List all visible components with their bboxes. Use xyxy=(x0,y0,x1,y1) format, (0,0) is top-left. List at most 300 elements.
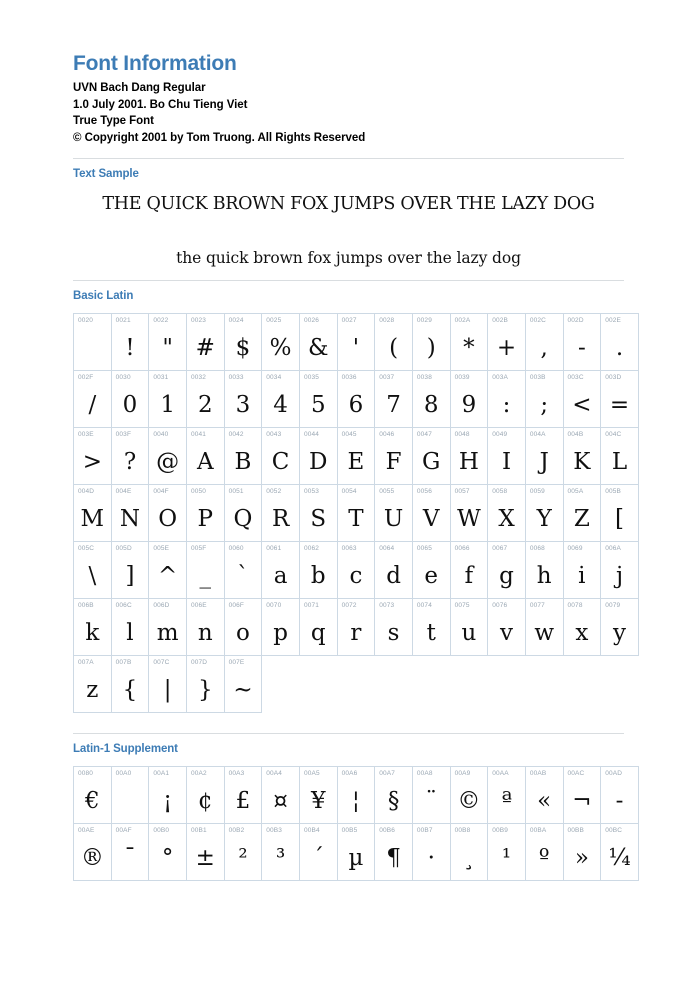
codepoint-label: 0035 xyxy=(303,374,319,382)
divider-header xyxy=(73,158,624,159)
charmap-cell-inner xyxy=(451,485,488,541)
charmap-cell[interactable] xyxy=(488,599,526,656)
charmap-cell-empty xyxy=(563,656,601,713)
charmap-cell[interactable] xyxy=(450,542,488,599)
glyph-preview: j xyxy=(615,562,624,589)
charmap-cell[interactable] xyxy=(525,824,563,881)
charmap-cell-inner xyxy=(300,824,337,880)
codepoint-label: 0076 xyxy=(492,602,508,610)
charmap-cell-inner xyxy=(375,767,412,823)
section-heading-latin-1-supplement: Latin-1 Supplement xyxy=(73,743,178,756)
charmap-cell[interactable] xyxy=(262,371,300,428)
charmap-cell[interactable] xyxy=(299,824,337,881)
charmap-cell-inner xyxy=(149,824,186,880)
codepoint-label: 0025 xyxy=(266,317,282,325)
charmap-cell[interactable] xyxy=(111,824,149,881)
charmap-cell[interactable] xyxy=(337,485,375,542)
charmap-cell[interactable] xyxy=(224,542,262,599)
sample-lowercase: the quick brown fox jumps over the lazy dog xyxy=(176,249,521,268)
charmap-cell[interactable] xyxy=(262,314,300,371)
charmap-cell[interactable] xyxy=(186,767,224,824)
charmap-cell[interactable] xyxy=(450,371,488,428)
charmap-cell-inner xyxy=(338,542,375,598)
glyph-preview: N xyxy=(119,505,141,532)
charmap-cell[interactable] xyxy=(224,485,262,542)
charmap-cell[interactable] xyxy=(111,767,149,824)
charmap-cell[interactable] xyxy=(375,371,413,428)
charmap-cell[interactable] xyxy=(412,824,450,881)
charmap-cell[interactable] xyxy=(601,767,639,824)
charmap-cell[interactable] xyxy=(488,824,526,881)
glyph-preview: ª xyxy=(501,787,513,814)
charmap-cell[interactable] xyxy=(262,542,300,599)
codepoint-label: 00AD xyxy=(605,770,623,778)
codepoint-label: 0059 xyxy=(529,488,545,496)
charmap-cell[interactable] xyxy=(375,542,413,599)
codepoint-label: 005F xyxy=(190,545,207,553)
charmap-cell[interactable] xyxy=(375,767,413,824)
charmap-cell-inner xyxy=(601,428,638,484)
charmap-cell-inner xyxy=(74,656,111,712)
glyph-preview: z xyxy=(86,676,99,703)
charmap-cell-empty xyxy=(488,656,526,713)
charmap-cell-inner xyxy=(225,314,262,370)
charmap-cell[interactable] xyxy=(74,542,112,599)
glyph-preview: 2 xyxy=(197,391,213,418)
codepoint-label: 0028 xyxy=(379,317,395,325)
charmap-cell[interactable] xyxy=(149,656,187,713)
charmap-cell-inner xyxy=(375,314,412,370)
charmap-cell-inner xyxy=(526,542,563,598)
glyph-preview: , xyxy=(540,334,548,361)
charmap-cell[interactable] xyxy=(111,371,149,428)
charmap-cell[interactable] xyxy=(375,314,413,371)
glyph-preview: I xyxy=(502,448,512,475)
charmap-cell[interactable] xyxy=(299,485,337,542)
codepoint-label: 007E xyxy=(228,659,245,667)
charmap-cell[interactable] xyxy=(375,428,413,485)
glyph-preview: * xyxy=(463,334,475,361)
charmap-cell[interactable] xyxy=(149,371,187,428)
charmap-cell[interactable] xyxy=(186,428,224,485)
charmap-row xyxy=(74,371,639,428)
charmap-cell[interactable] xyxy=(450,314,488,371)
charmap-cell-inner xyxy=(526,767,563,823)
charmap-cell[interactable] xyxy=(186,599,224,656)
charmap-cell-inner xyxy=(413,485,450,541)
section-heading-basic-latin: Basic Latin xyxy=(73,290,134,303)
section-text-sample xyxy=(73,168,624,280)
charmap-cell-inner xyxy=(488,314,525,370)
glyph-preview: [ xyxy=(615,505,624,532)
charmap-cell[interactable] xyxy=(450,599,488,656)
charmap-cell[interactable] xyxy=(74,767,112,824)
charmap-cell[interactable] xyxy=(563,767,601,824)
charmap-cell[interactable] xyxy=(601,485,639,542)
charmap-cell-inner xyxy=(262,371,299,427)
charmap-cell[interactable] xyxy=(375,485,413,542)
glyph-preview: H xyxy=(458,448,479,475)
charmap-cell[interactable] xyxy=(262,485,300,542)
charmap-cell[interactable] xyxy=(488,314,526,371)
charmap-cell[interactable] xyxy=(149,542,187,599)
charmap-cell[interactable] xyxy=(111,428,149,485)
charmap-cell[interactable] xyxy=(450,485,488,542)
codepoint-label: 00A0 xyxy=(115,770,132,778)
charmap-cell[interactable] xyxy=(224,767,262,824)
glyph-preview: ² xyxy=(238,844,248,871)
codepoint-label: 003F xyxy=(115,431,132,439)
codepoint-label: 0047 xyxy=(416,431,432,439)
charmap-cell[interactable] xyxy=(224,371,262,428)
charmap-cell[interactable] xyxy=(149,599,187,656)
charmap-cell[interactable] xyxy=(375,599,413,656)
charmap-cell[interactable] xyxy=(111,485,149,542)
charmap-cell-inner xyxy=(300,542,337,598)
codepoint-label: 00AF xyxy=(115,827,132,835)
codepoint-label: 00AE xyxy=(78,827,95,835)
glyph-preview: ¶ xyxy=(386,844,401,871)
charmap-cell-inner xyxy=(413,767,450,823)
glyph-preview: ¯ xyxy=(124,844,136,871)
codepoint-label: 0079 xyxy=(605,602,621,610)
codepoint-label: 002D xyxy=(567,317,584,325)
charmap-cell-inner xyxy=(451,371,488,427)
glyph-preview: . xyxy=(615,334,624,361)
charmap-cell[interactable] xyxy=(450,824,488,881)
glyph-preview: @ xyxy=(156,448,180,475)
codepoint-label: 0044 xyxy=(303,431,319,439)
charmap-cell[interactable] xyxy=(149,824,187,881)
charmap-cell[interactable] xyxy=(601,314,639,371)
charmap-cell-inner xyxy=(564,428,601,484)
codepoint-label: 0049 xyxy=(492,431,508,439)
charmap-cell[interactable] xyxy=(74,314,112,371)
charmap-cell[interactable] xyxy=(337,371,375,428)
charmap-cell[interactable] xyxy=(74,599,112,656)
charmap-cell[interactable] xyxy=(262,599,300,656)
charmap-cell[interactable] xyxy=(412,767,450,824)
charmap-cell[interactable] xyxy=(74,485,112,542)
codepoint-label: 0073 xyxy=(379,602,395,610)
charmap-cell[interactable] xyxy=(563,428,601,485)
codepoint-label: 00AA xyxy=(492,770,509,778)
glyph-preview: 3 xyxy=(235,391,251,418)
codepoint-label: 0030 xyxy=(115,374,131,382)
codepoint-label: 0067 xyxy=(492,545,508,553)
charmap-basic-latin xyxy=(73,313,639,713)
charmap-cell[interactable] xyxy=(450,428,488,485)
charmap-cell-inner xyxy=(187,599,224,655)
charmap-cell-inner xyxy=(112,542,149,598)
charmap-cell[interactable] xyxy=(299,371,337,428)
codepoint-label: 0080 xyxy=(78,770,94,778)
glyph-preview: ; xyxy=(540,391,549,418)
codepoint-label: 0071 xyxy=(303,602,319,610)
charmap-cell[interactable] xyxy=(412,542,450,599)
charmap-cell[interactable] xyxy=(563,599,601,656)
codepoint-label: 0055 xyxy=(379,488,395,496)
charmap-cell[interactable] xyxy=(337,599,375,656)
charmap-cell[interactable] xyxy=(224,314,262,371)
charmap-cell[interactable] xyxy=(375,824,413,881)
codepoint-label: 006C xyxy=(115,602,132,610)
charmap-cell-inner xyxy=(488,371,525,427)
glyph-preview: V xyxy=(422,505,440,532)
charmap-cell[interactable] xyxy=(525,599,563,656)
charmap-cell[interactable] xyxy=(412,314,450,371)
charmap-basic-latin-body xyxy=(74,314,639,713)
charmap-cell[interactable] xyxy=(488,485,526,542)
charmap-cell-inner xyxy=(526,428,563,484)
glyph-preview: { xyxy=(122,676,138,703)
glyph-preview: 5 xyxy=(310,391,326,418)
charmap-cell-inner xyxy=(262,599,299,655)
codepoint-label: 004A xyxy=(529,431,546,439)
glyph-preview: ) xyxy=(426,334,436,361)
charmap-cell[interactable] xyxy=(186,371,224,428)
charmap-cell-inner xyxy=(187,656,224,712)
charmap-cell[interactable] xyxy=(563,485,601,542)
charmap-cell[interactable] xyxy=(186,656,224,713)
codepoint-label: 0066 xyxy=(454,545,470,553)
charmap-cell-inner xyxy=(451,599,488,655)
charmap-cell[interactable] xyxy=(111,542,149,599)
codepoint-label: 0041 xyxy=(190,431,207,439)
charmap-cell[interactable] xyxy=(299,767,337,824)
charmap-cell[interactable] xyxy=(149,485,187,542)
charmap-cell[interactable] xyxy=(412,599,450,656)
glyph-preview: t xyxy=(426,619,436,646)
glyph-preview: _ xyxy=(199,562,212,589)
charmap-cell-inner xyxy=(526,485,563,541)
charmap-cell[interactable] xyxy=(224,428,262,485)
charmap-cell[interactable] xyxy=(299,314,337,371)
glyph-preview: x xyxy=(575,619,589,646)
charmap-cell-inner xyxy=(564,314,601,370)
codepoint-label: 0077 xyxy=(529,602,545,610)
charmap-cell-inner xyxy=(187,767,224,823)
charmap-cell[interactable] xyxy=(601,542,639,599)
charmap-cell-inner xyxy=(74,542,111,598)
charmap-cell[interactable] xyxy=(525,314,563,371)
page-title: Font Information xyxy=(73,52,237,75)
codepoint-label: 0029 xyxy=(416,317,432,325)
glyph-preview: µ xyxy=(348,844,364,871)
charmap-cell[interactable] xyxy=(186,314,224,371)
charmap-cell[interactable] xyxy=(224,824,262,881)
charmap-cell[interactable] xyxy=(74,824,112,881)
charmap-cell[interactable] xyxy=(74,371,112,428)
codepoint-label: 0037 xyxy=(379,374,395,382)
charmap-cell[interactable] xyxy=(525,371,563,428)
glyph-preview: 8 xyxy=(423,391,439,418)
codepoint-label: 004F xyxy=(153,488,169,496)
glyph-preview: / xyxy=(88,391,97,418)
charmap-cell[interactable] xyxy=(74,428,112,485)
charmap-cell[interactable] xyxy=(563,824,601,881)
glyph-preview: p xyxy=(273,619,288,646)
charmap-cell-inner xyxy=(262,428,299,484)
codepoint-label: 00B5 xyxy=(341,827,358,835)
charmap-cell[interactable] xyxy=(149,314,187,371)
charmap-cell[interactable] xyxy=(337,542,375,599)
charmap-cell-inner xyxy=(300,428,337,484)
charmap-cell-inner xyxy=(112,371,149,427)
charmap-cell[interactable] xyxy=(601,428,639,485)
glyph-preview: M xyxy=(80,505,105,532)
charmap-row xyxy=(74,428,639,485)
charmap-cell-inner xyxy=(187,824,224,880)
charmap-cell-inner xyxy=(338,314,375,370)
glyph-preview: r xyxy=(350,619,362,646)
charmap-cell[interactable] xyxy=(525,542,563,599)
codepoint-label: 0045 xyxy=(341,431,357,439)
codepoint-label: 0064 xyxy=(379,545,395,553)
charmap-cell[interactable] xyxy=(262,824,300,881)
charmap-cell[interactable] xyxy=(186,824,224,881)
charmap-cell-inner xyxy=(187,371,224,427)
charmap-cell-inner xyxy=(74,428,111,484)
glyph-preview: ³ xyxy=(275,844,286,871)
charmap-cell-inner xyxy=(262,824,299,880)
glyph-preview xyxy=(74,328,111,368)
charmap-cell[interactable] xyxy=(186,485,224,542)
charmap-cell[interactable] xyxy=(450,767,488,824)
codepoint-label: 0070 xyxy=(266,602,282,610)
charmap-cell-empty xyxy=(299,656,337,713)
charmap-cell-inner xyxy=(413,542,450,598)
charmap-cell-inner xyxy=(225,599,262,655)
codepoint-label: 0054 xyxy=(341,488,357,496)
charmap-cell-inner xyxy=(488,824,525,880)
charmap-cell[interactable] xyxy=(601,599,639,656)
glyph-preview: ® xyxy=(80,844,104,871)
charmap-cell-inner xyxy=(112,767,149,823)
glyph-preview: ´ xyxy=(312,844,325,871)
charmap-cell[interactable] xyxy=(299,599,337,656)
codepoint-label: 0032 xyxy=(190,374,207,382)
charmap-cell[interactable] xyxy=(74,656,112,713)
charmap-cell[interactable] xyxy=(601,371,639,428)
section-latin-1-supplement xyxy=(73,743,631,881)
charmap-cell[interactable] xyxy=(224,656,262,713)
charmap-row xyxy=(74,599,639,656)
charmap-cell[interactable] xyxy=(563,314,601,371)
glyph-preview: 1 xyxy=(160,391,175,418)
charmap-row xyxy=(74,542,639,599)
charmap-cell[interactable] xyxy=(525,428,563,485)
codepoint-label: 0057 xyxy=(454,488,470,496)
charmap-cell[interactable] xyxy=(262,767,300,824)
glyph-preview: X xyxy=(498,505,515,532)
charmap-cell[interactable] xyxy=(299,542,337,599)
charmap-cell-inner xyxy=(564,767,601,823)
charmap-row xyxy=(74,767,639,824)
charmap-cell-inner xyxy=(149,428,186,484)
codepoint-label: 00A8 xyxy=(416,770,433,778)
glyph-preview: 4 xyxy=(273,391,288,418)
charmap-cell[interactable] xyxy=(488,542,526,599)
charmap-cell[interactable] xyxy=(412,485,450,542)
font-type-line: True Type Font xyxy=(73,115,154,128)
divider-basic-latin xyxy=(73,733,624,734)
charmap-cell[interactable] xyxy=(337,767,375,824)
charmap-cell[interactable] xyxy=(525,485,563,542)
charmap-cell[interactable] xyxy=(488,371,526,428)
charmap-cell[interactable] xyxy=(149,428,187,485)
charmap-cell[interactable] xyxy=(525,767,563,824)
codepoint-label: 0038 xyxy=(416,374,432,382)
charmap-cell-inner xyxy=(300,485,337,541)
glyph-preview xyxy=(112,781,149,821)
codepoint-label: 0026 xyxy=(303,317,319,325)
glyph-preview: O xyxy=(158,505,178,532)
charmap-cell[interactable] xyxy=(412,428,450,485)
glyph-preview: § xyxy=(387,787,400,814)
glyph-preview: i xyxy=(578,562,586,589)
charmap-cell[interactable] xyxy=(149,767,187,824)
charmap-cell[interactable] xyxy=(299,428,337,485)
charmap-cell[interactable] xyxy=(563,371,601,428)
codepoint-label: 00B6 xyxy=(379,827,396,835)
charmap-cell[interactable] xyxy=(601,824,639,881)
charmap-cell-inner xyxy=(225,656,262,712)
charmap-cell[interactable] xyxy=(111,599,149,656)
glyph-preview: ] xyxy=(125,562,135,589)
codepoint-label: 006B xyxy=(78,602,94,610)
charmap-cell-inner xyxy=(338,371,375,427)
glyph-preview: ¸ xyxy=(463,844,475,871)
charmap-cell[interactable] xyxy=(224,599,262,656)
glyph-preview: < xyxy=(572,391,592,418)
charmap-cell[interactable] xyxy=(337,824,375,881)
charmap-cell-inner xyxy=(375,824,412,880)
charmap-cell-inner xyxy=(526,314,563,370)
glyph-preview: ¼ xyxy=(608,844,631,871)
charmap-cell-inner xyxy=(375,485,412,541)
charmap-cell-inner xyxy=(225,428,262,484)
charmap-cell[interactable] xyxy=(262,428,300,485)
glyph-preview: ¤ xyxy=(273,787,288,814)
glyph-preview: w xyxy=(534,619,555,646)
charmap-cell-inner xyxy=(601,485,638,541)
charmap-cell[interactable] xyxy=(337,314,375,371)
glyph-preview: ¬ xyxy=(572,787,592,814)
charmap-cell[interactable] xyxy=(488,767,526,824)
glyph-preview: ? xyxy=(123,448,137,475)
glyph-preview: A xyxy=(196,448,214,475)
codepoint-label: 0048 xyxy=(454,431,470,439)
charmap-cell[interactable] xyxy=(488,428,526,485)
codepoint-label: 003C xyxy=(567,374,584,382)
glyph-preview: - xyxy=(577,334,586,361)
glyph-preview: 6 xyxy=(348,391,364,418)
codepoint-label: 0068 xyxy=(529,545,545,553)
charmap-cell[interactable] xyxy=(111,314,149,371)
glyph-preview: d xyxy=(386,562,401,589)
charmap-cell-inner xyxy=(601,767,638,823)
charmap-cell[interactable] xyxy=(337,428,375,485)
charmap-cell[interactable] xyxy=(186,542,224,599)
codepoint-label: 0053 xyxy=(303,488,319,496)
charmap-cell[interactable] xyxy=(412,371,450,428)
charmap-cell-inner xyxy=(149,485,186,541)
charmap-cell[interactable] xyxy=(563,542,601,599)
charmap-cell[interactable] xyxy=(111,656,149,713)
spacer-basic-latin xyxy=(73,713,624,733)
glyph-preview: » xyxy=(574,844,589,871)
